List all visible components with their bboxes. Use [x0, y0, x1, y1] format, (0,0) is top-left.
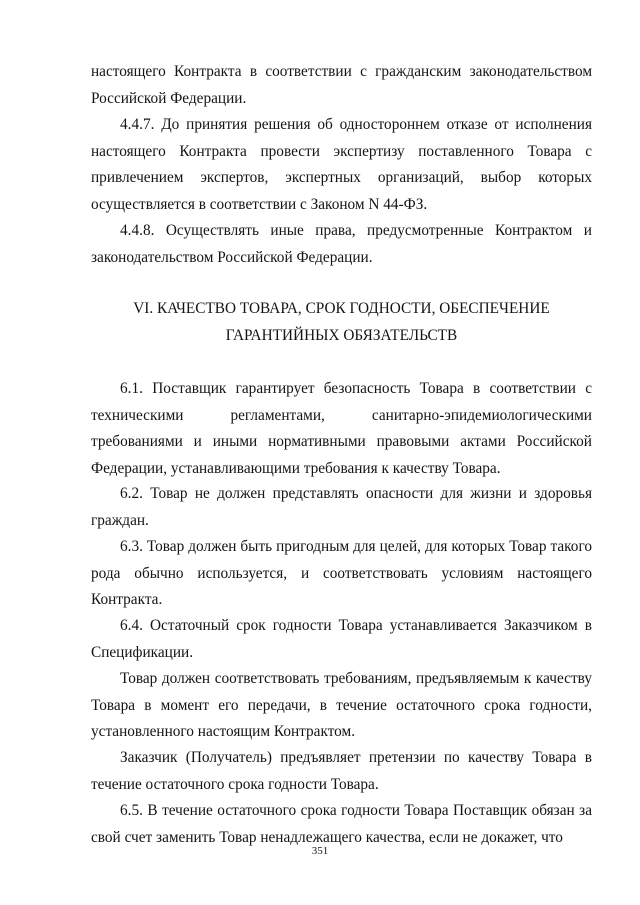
- paragraph-4-4-8: 4.4.8. Осуществлять иные права, предусмотренные Контрактом и законодательством Российской Федерации.: [91, 222, 592, 266]
- paragraph-claims: Заказчик (Получатель) предъявляет претензии по качеству Товара в течение остаточного срока годности Товара.: [91, 749, 592, 793]
- page-number: 351: [311, 845, 329, 857]
- paragraph-4-4-7: 4.4.7. До принятия решения об одностороннем отказе от исполнения настоящего Контракта провести экспертизу поставленного Товара с привлечением экспертов, экспертных организаций, выбор которых осуществляется в соответствии с Законом N 44-ФЗ.: [91, 116, 592, 213]
- paragraph-6-5: 6.5. В течение остаточного срока годности Товара Поставщик обязан за свой счет заменить Товар ненадлежащего качества, если не докажет, что: [91, 802, 592, 846]
- paragraph-6-4: 6.4. Остаточный срок годности Товара устанавливается Заказчиком в Спецификации.: [91, 617, 592, 661]
- section-heading: [91, 296, 592, 349]
- section-heading-line-2: ГАРАНТИЙНЫХ ОБЯЗАТЕЛЬСТВ: [225, 326, 458, 344]
- paragraph-6-3: 6.3. Товар должен быть пригодным для целей, для которых Товар такого рода обычно используется, и соответствовать условиям настоящего Контракта.: [91, 538, 592, 608]
- paragraph-continuation: настоящего Контракта в соответствии с гражданским законодательством Российской Федерации.: [91, 63, 592, 107]
- paragraph-6-1: 6.1. Поставщик гарантирует безопасность Товара в соответствии с техническими регламентами, санитарно-эпидемиологическими требованиями и иными нормативными правовыми актами Российской Федерации, устанавливающими требования к качеству Товара.: [91, 380, 592, 477]
- paragraph-6-2: 6.2. Товар не должен представлять опасности для жизни и здоровья граждан.: [91, 485, 592, 529]
- section-heading-line-1: VI. КАЧЕСТВО ТОВАРА, СРОК ГОДНОСТИ, ОБЕСПЕЧЕНИЕ: [133, 300, 550, 317]
- paragraph-quality-requirements: Товар должен соответствовать требованиям, предъявляемым к качеству Товара в момент его передачи, в течение остаточного срока годности, установленного настоящим Контрактом.: [91, 670, 592, 740]
